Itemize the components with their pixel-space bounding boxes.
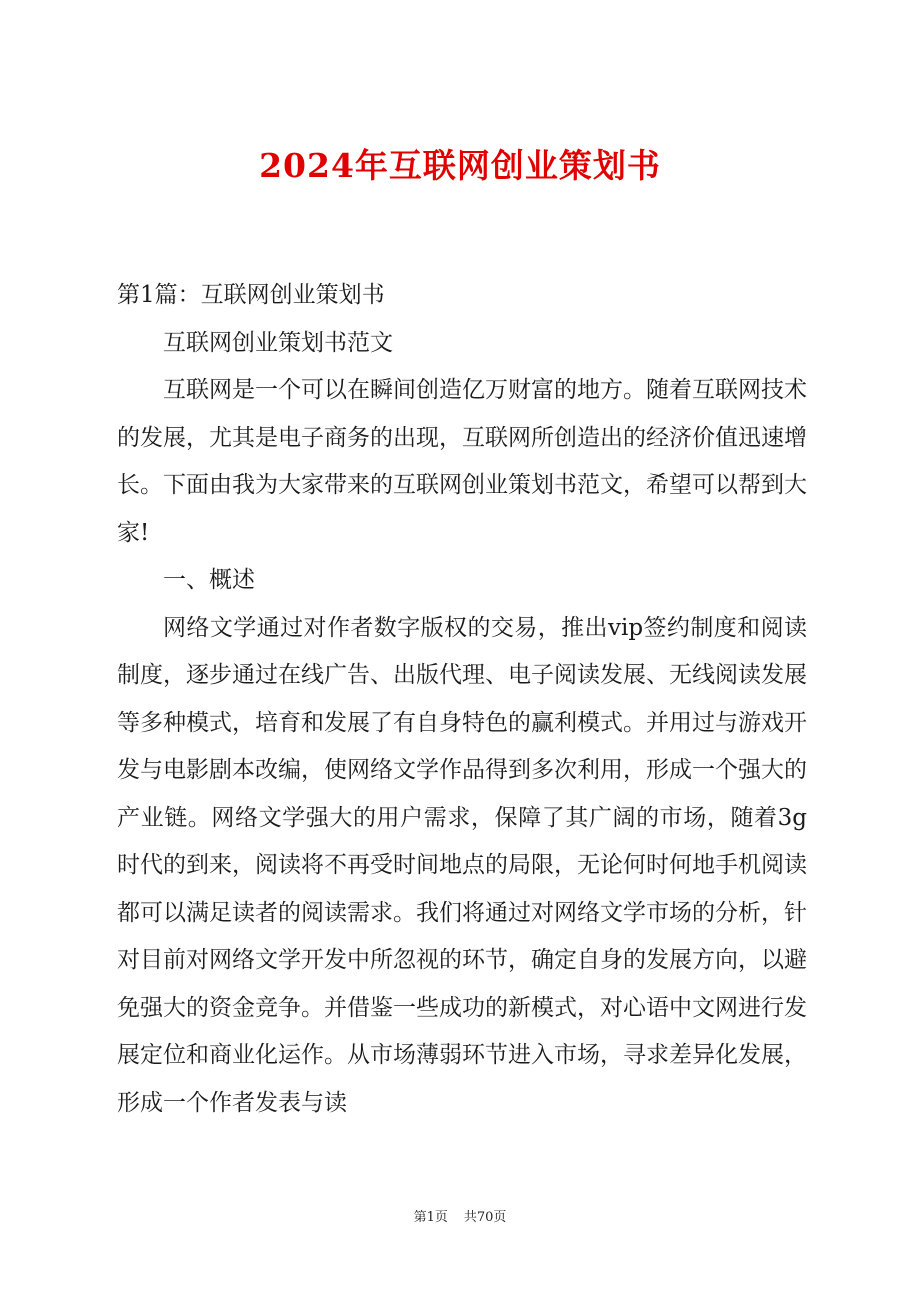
intro-paragraph: 互联网是一个可以在瞬间创造亿万财富的地方。随着互联网技术的发展，尤其是电子商务的出现，互联网所创造出的经济价值迅速增长。下面由我为大家带来的互联网创业策划书范文，希望可以帮到大家! bbox=[117, 377, 807, 546]
section-heading: 第1篇：互联网创业策划书 bbox=[117, 282, 385, 308]
page-number: 第1页 bbox=[413, 1210, 448, 1225]
overview-heading: 一、概述 bbox=[163, 567, 255, 593]
document-body bbox=[117, 272, 807, 1127]
document-title: 2024年互联网创业策划书 bbox=[259, 146, 661, 185]
overview-paragraph: 网络文学通过对作者数字版权的交易，推出vip签约制度和阅读制度，逐步通过在线广告、出版代理、电子阅读发展、无线阅读发展等多种模式，培育和发展了有自身特色的赢利模式。并用过与游戏开发与电影剧本改编，使网络文学作品得到多次利用，形成一个强大的产业链。网络文学强大的用户需求，保障了其广阔的市场，随着3g时代的到来，阅读将不再受时间地点的局限，无论何时何地手机阅读都可以满足读者的阅读需求。我们将通过对网络文学市场的分析，针对目前对网络文学开发中所忽视的环节，确定自身的发展方向，以避免强大的资金竞争。并借鉴一些成功的新模式，对心语中文网进行发展定位和商业化运作。从市场薄弱环节进入市场，寻求差异化发展，形成一个作者发表与读 bbox=[117, 614, 807, 1116]
subtitle: 互联网创业策划书范文 bbox=[163, 329, 393, 356]
page-total: 共70页 bbox=[463, 1210, 507, 1225]
page-footer bbox=[0, 1206, 920, 1225]
